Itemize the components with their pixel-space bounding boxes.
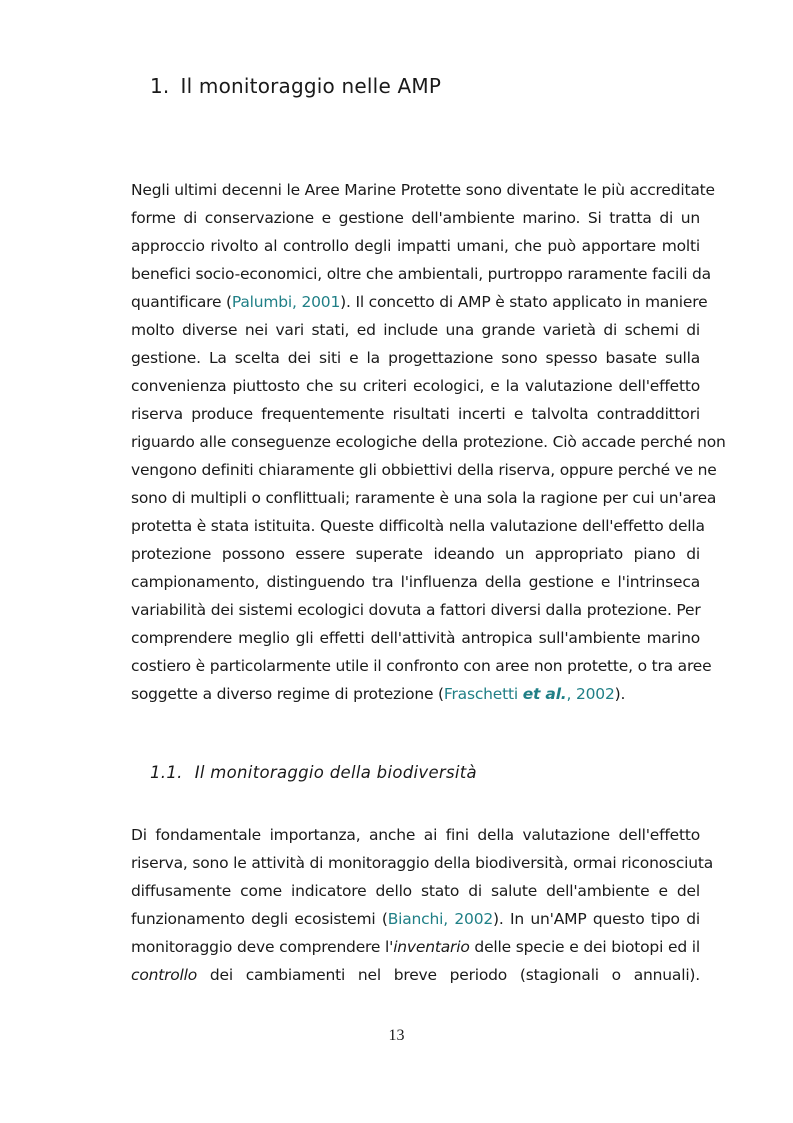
paragraph-line: molto diverse nei vari stati, ed include una grande varietà di schemi di [131,321,700,339]
paragraph-line: sono di multipli o conflittuali; raramente è una sola la ragione per cui un'area [131,489,717,507]
paragraph-line: riserva produce frequentemente risultati incerti e talvolta contraddittori [131,405,700,423]
section-heading [150,74,441,98]
text-run: ). [614,685,626,703]
citation-year: , 2002 [566,685,615,703]
paragraph-line: forme di conservazione e gestione dell'ambiente marino. Si tratta di un [131,209,700,227]
paragraph-line [131,961,700,989]
subsection-title: Il monitoraggio della biodiversità [194,763,477,782]
text-run: ). In un'AMP questo tipo di [493,910,700,928]
citation-etal: et al. [522,685,567,703]
paragraph-line: Di fondamentale importanza, anche ai fini della valutazione dell'effetto [131,826,700,844]
section-number: 1. [150,74,170,98]
emphasis: controllo [131,966,198,984]
paragraph-line: gestione. La scelta dei siti e la progettazione sono spesso basate sulla [131,349,700,367]
paragraph-line [131,288,708,316]
paragraph-line: riserva, sono le attività di monitoraggio della biodiversità, ormai riconosciuta [131,854,714,872]
paragraph-line: diffusamente come indicatore dello stato di salute dell'ambiente e del [131,882,700,900]
paragraph-line: variabilità dei sistemi ecologici dovuta a fattori diversi dalla protezione. Per [131,601,701,619]
section-title: Il monitoraggio nelle AMP [180,74,442,98]
paragraph-line [131,933,700,961]
text-run: funzionamento degli ecosistemi ( [131,910,388,928]
paragraph-line: vengono definiti chiaramente gli obbiettivi della riserva, oppure perché ve ne [131,461,717,479]
paragraph-line: riguardo alle conseguenze ecologiche della protezione. Ciò accade perché non [131,433,726,451]
paragraph-line [131,905,700,933]
paragraph-line: approccio rivolto al controllo degli impatti umani, che può apportare molti [131,237,700,255]
text-run: quantificare ( [131,293,232,311]
citation-link[interactable]: Bianchi, 2002 [387,910,494,928]
paragraph-line: protezione possono essere superate ideando un appropriato piano di [131,545,700,563]
paragraph-line: comprendere meglio gli effetti dell'attività antropica sull'ambiente marino [131,629,700,647]
subsection-number: 1.1. [150,763,183,782]
text-run: monitoraggio deve comprendere l' [131,938,394,956]
text-run: ). Il concetto di AMP è stato applicato in maniere [340,293,708,311]
paragraph-line [131,680,700,708]
paragraph-line: benefici socio-economici, oltre che ambientali, purtroppo raramente facili da [131,265,711,283]
citation-author: Fraschetti [443,685,523,703]
emphasis: inventario [393,938,470,956]
paragraph-line: costiero è particolarmente utile il confronto con aree non protette, o tra aree [131,657,712,675]
citation-link[interactable]: Palumbi, 2001 [231,293,341,311]
text-run: soggette a diverso regime di protezione ( [131,685,444,703]
paragraph-line: protetta è stata istituita. Queste difficoltà nella valutazione dell'effetto della [131,517,705,535]
paragraph-line: campionamento, distinguendo tra l'influenza della gestione e l'intrinseca [131,573,700,591]
text-run: delle specie e dei biotopi ed il [469,938,701,956]
text-run: dei cambiamenti nel breve periodo (stagionali o annuali). [197,966,700,984]
paragraph-2 [131,821,714,989]
page-number: 13 [388,1027,405,1044]
subsection-heading [150,763,477,782]
citation-link[interactable] [444,685,615,703]
paragraph-line: Negli ultimi decenni le Aree Marine Protette sono diventate le più accreditate [131,181,715,199]
paragraph-line: convenienza piuttosto che su criteri ecologici, e la valutazione dell'effetto [131,377,700,395]
paragraph-1 [131,176,726,708]
